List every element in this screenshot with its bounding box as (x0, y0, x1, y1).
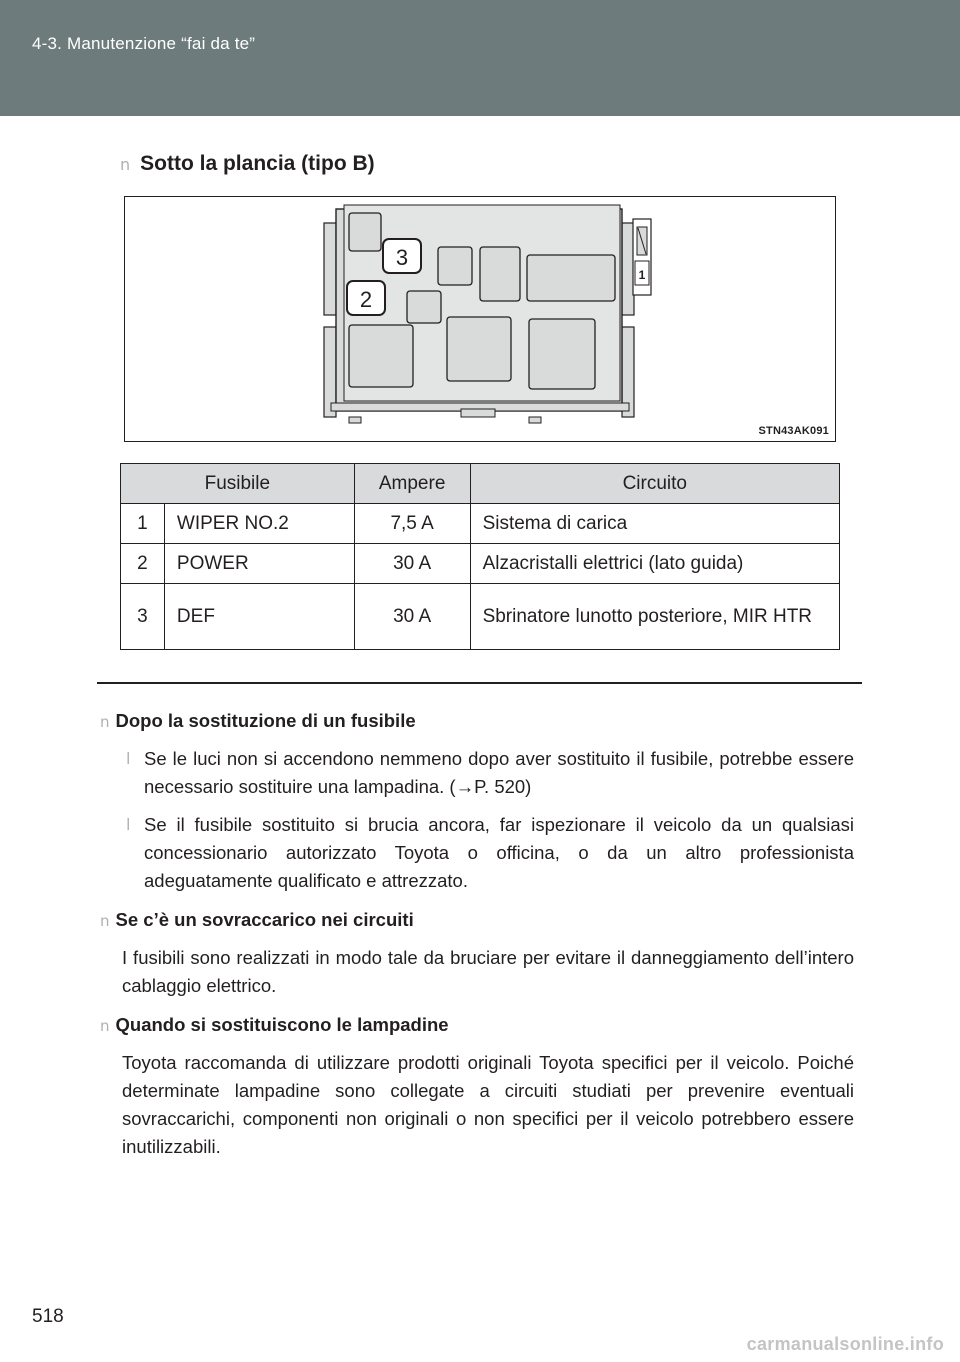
section-divider (97, 682, 862, 684)
figure-code: STN43AK091 (758, 425, 829, 437)
fuse-box-figure (124, 196, 836, 442)
list-bullet: l (126, 815, 131, 834)
fuse-number: 3 (121, 584, 165, 650)
header-ampere: Ampere (354, 464, 470, 504)
fuse-ampere: 30 A (354, 544, 470, 584)
slot-relay-bottom-mid (447, 317, 511, 381)
slot-relay-wide (527, 255, 615, 301)
fuse-ampere: 30 A (354, 584, 470, 650)
callout-3: 3 (395, 245, 409, 270)
fuse-box-diagram (125, 197, 837, 443)
fuse-circuit: Sbrinatore lunotto posteriore, MIR HTR (470, 584, 839, 650)
fuse-box-bottom-tab (461, 409, 495, 417)
note-bullet: n (100, 912, 110, 930)
list-item (100, 811, 860, 895)
fuse-table (120, 463, 840, 650)
table-row (121, 584, 840, 650)
slot-relay-small (480, 247, 520, 301)
note-heading-overload (100, 909, 860, 931)
fuse-box-foot-right (529, 417, 541, 423)
note-heading-text: Quando si sostituiscono le lampadine (115, 1014, 449, 1035)
slot-fuse-small (438, 247, 472, 285)
fuse-number: 2 (121, 544, 165, 584)
list-item (100, 745, 860, 801)
note-heading-text: Se c’è un sovraccarico nei circuiti (115, 909, 414, 930)
slot-relay-bottom-left (349, 325, 413, 387)
list-item-text: Se le luci non si accendono nemmeno dopo aver sostituito il fusibile, potrebbe essere necessario sostituire una lampadina. (→P. 520) (144, 748, 854, 797)
right-connector-top (622, 223, 634, 315)
slot-top-left (349, 213, 381, 251)
fuse-ampere: 7,5 A (354, 504, 470, 544)
table-row (121, 544, 840, 584)
note-heading-text: Dopo la sostituzione di un fusibile (115, 710, 416, 731)
header-fusibile: Fusibile (121, 464, 355, 504)
table-header-row (121, 464, 840, 504)
note-heading-bulbs (100, 1014, 860, 1036)
fuse-name: DEF (164, 584, 354, 650)
left-connector-top (324, 223, 336, 315)
page-header (0, 0, 960, 116)
fuse-number: 1 (121, 504, 165, 544)
note-paragraph-overload: I fusibili sono realizzati in modo tale da bruciare per evitare il danneggiamento dell’intero cablaggio elettrico. (122, 947, 854, 996)
note-paragraph-bulbs: Toyota raccomanda di utilizzare prodotti originali Toyota specifici per il veicolo. Poiché determinate lampadine sono collegate a circuiti studiati per prevenire eventuali sovraccarichi, componenti non originali o non specifici per il veicolo potrebbero essere inutilizzabili. (122, 1052, 854, 1157)
list-item-text: Se il fusibile sostituito si brucia ancora, far ispezionare il veicolo da un qualsiasi concessionario autorizzato Toyota o officina, o da un altro professionista adeguatamente qualificato e attrezzato. (144, 814, 854, 891)
fuse-circuit: Alzacristalli elettrici (lato guida) (470, 544, 839, 584)
note-bullet: n (100, 1017, 110, 1035)
note-bullet: n (100, 713, 110, 731)
callout-1: 1 (638, 268, 646, 282)
fuse-name: WIPER NO.2 (164, 504, 354, 544)
chapter-title: 4-3. Manutenzione “fai da te” (32, 34, 256, 53)
list-bullet: l (126, 749, 131, 768)
notes-section (100, 710, 860, 1175)
fuse-box-foot-left (349, 417, 361, 423)
page-number: 518 (32, 1306, 64, 1327)
fuse-name: POWER (164, 544, 354, 584)
header-circuito: Circuito (470, 464, 839, 504)
table-row (121, 504, 840, 544)
section-title-text: Sotto la plancia (tipo B) (140, 152, 375, 175)
section-bullet: n (120, 155, 131, 174)
fuse-circuit: Sistema di carica (470, 504, 839, 544)
note-heading-after-replacement (100, 710, 860, 732)
section-title (120, 152, 375, 176)
watermark: carmanualsonline.info (746, 1334, 944, 1354)
slot-relay-bottom-right (529, 319, 595, 389)
slot-fuse-power (407, 291, 441, 323)
callout-2: 2 (359, 287, 373, 312)
